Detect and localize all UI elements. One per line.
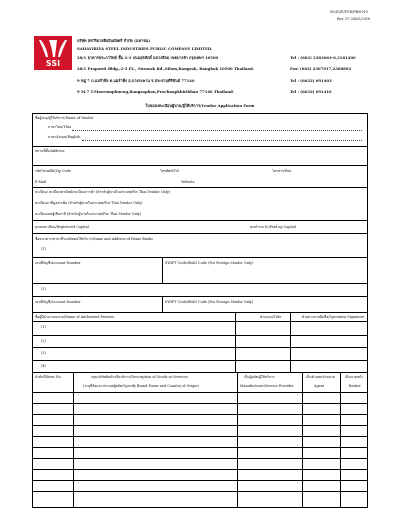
divider bbox=[32, 165, 368, 166]
divider bbox=[32, 220, 368, 221]
divider bbox=[32, 447, 368, 448]
broker-header: เป็นนายหน้า bbox=[345, 375, 364, 379]
divider bbox=[32, 283, 368, 284]
doc-rev: Rev. 07 24/05/2018 bbox=[337, 17, 371, 21]
company-tel2: Tel : (6632) 691403 bbox=[290, 78, 332, 83]
person-row-3-label: (3) bbox=[41, 351, 46, 355]
divider bbox=[32, 425, 368, 426]
agent-header-en: Agent bbox=[314, 384, 325, 388]
vendor-name-label: ชื่อผู้ขาย/ผู้ให้บริการ/Name of Vendor bbox=[35, 116, 94, 120]
company-addr2-th: 9 หมู่ 7 ถ.แม่รำพึง ต.แม่รำพึง อ.บางสะพาน จ.ประจวบคีรีขันธ์ 77140 bbox=[77, 78, 195, 83]
divider bbox=[32, 360, 368, 361]
divider bbox=[32, 257, 368, 258]
divider bbox=[32, 392, 368, 393]
person-row-2-label: (2) bbox=[41, 339, 46, 343]
auth-person-label: ชื่อผู้มีอำนาจลงนาม/Name of Authorized Persons bbox=[35, 315, 115, 319]
thai-input-line[interactable] bbox=[72, 130, 362, 131]
divider bbox=[32, 321, 368, 322]
divider bbox=[32, 187, 368, 188]
bank-row-2-label: (2) bbox=[41, 287, 46, 291]
tax-id-label: ทะเบียน/ ทะเบียนพาณิชย์/ทะเบียนการค้า (สำหรับผู้ขายในประเทศ/For Thai Vendor Only) bbox=[35, 190, 171, 194]
swift-label-1: SWIFT Code/IBAN Code (For Foreign Vendor Only) bbox=[165, 261, 254, 265]
divider bbox=[162, 257, 163, 283]
divider bbox=[32, 312, 368, 313]
company-name-en: SAHAVIRIYA STEEL INDUSTRIES PUBLIC COMPANY LIMITED. bbox=[77, 46, 213, 51]
company-fax1: Fax: (662) 2367017,2368892 bbox=[290, 66, 352, 71]
divider bbox=[32, 335, 368, 336]
email-label: E-Mail bbox=[35, 180, 47, 184]
tel-label: โทรศัพท์/Tel bbox=[160, 169, 179, 173]
item-no-header: ลำดับที่/Item No. bbox=[35, 375, 62, 379]
goods-desc-header-1: กลุ่มบริษัทสินค้าหรือบริการ/Description of Goods or Services bbox=[91, 375, 188, 379]
doc-ref: SS/IG/F/PUR/PR/0010 bbox=[330, 10, 368, 14]
divider bbox=[32, 347, 368, 348]
person-row-1-label: (1) bbox=[41, 325, 46, 329]
form-frame bbox=[32, 113, 368, 508]
manufacturer-header: เป็นผู้ผลิต/ผู้ให้บริการ bbox=[244, 375, 275, 379]
goods-desc-header-2: (ระบุยี่ห้อและประเทศผู้ผลิต/Specify Brand Name and Country of Origin) bbox=[83, 384, 199, 388]
divider bbox=[32, 233, 368, 234]
divider bbox=[32, 491, 368, 492]
website-label: Website bbox=[181, 180, 195, 184]
divider bbox=[32, 469, 368, 470]
form-title: ใบขอลงทะเบียนผู้ขาย/ผู้ให้บริการ/Vendor Application Form bbox=[145, 103, 255, 108]
company-tel3: Tel : (6632) 691416 bbox=[290, 89, 332, 94]
logo-text: SSI bbox=[45, 59, 61, 68]
person-row-4-label: (4) bbox=[41, 364, 46, 368]
divider bbox=[162, 296, 163, 312]
english-input-line[interactable] bbox=[82, 140, 362, 141]
fax-label: โทรสาร/Fax bbox=[272, 169, 291, 173]
divider bbox=[32, 414, 368, 415]
paid-capital-label: ทุนชำระแล้ว/Paid up Capital bbox=[250, 225, 296, 229]
account-number-label-1: เลขที่บัญชี/Account Number bbox=[35, 261, 81, 265]
company-addr1-th: 28/1 อาคารประภาวิทย์ ชั้น 2-3 ถนนสุรศักดิ์ แขวงสีลม เขตบางรัก กรุงเทพฯ 10500 bbox=[77, 55, 219, 60]
reg-capital-label: ทุนจดทะเบียน/Registered Capital bbox=[35, 225, 89, 229]
signature-label: ตัวอย่างลายมือชื่อ/Specimen Signature bbox=[302, 315, 365, 319]
company-name-th: บริษัท สหวิริยาสตีลอินดัสตรี จำกัด (มหาชน) bbox=[77, 38, 151, 43]
divider bbox=[32, 403, 368, 404]
logo-mark-icon bbox=[34, 38, 72, 60]
swift-label-2: SWIFT Code/IBAN Code (For Foreign Vendor Only) bbox=[165, 300, 254, 304]
tax-id-no-label: ทะเบียนเลขผู้เสียภาษี (สำหรับผู้ขายในประเทศ/For Thai Vendor Only) bbox=[35, 212, 142, 216]
company-addr1-en: 28/1 Prapawit Bldg.,2-3 FL., Surasak Rd.,Silom,Bangrak, Bangkok 10500 Thailand. bbox=[77, 66, 255, 71]
title-label: ตำแหน่ง/Title bbox=[260, 315, 282, 319]
manufacturer-header-en: Manufacturer/Service Provider bbox=[240, 384, 294, 388]
divider bbox=[32, 458, 368, 459]
bank-name-label: ชื่อธนาคาร/สาขาที่ขายติดต่อใช้บริการ/Name and Address of Home Banks bbox=[35, 237, 153, 241]
broker-header-en: Broker bbox=[349, 384, 361, 388]
english-label: ภาษาอังกฤษ/English bbox=[48, 135, 81, 139]
account-number-label-2: เลขที่บัญชี/Account Number bbox=[35, 300, 81, 304]
divider bbox=[32, 296, 368, 297]
divider bbox=[32, 436, 368, 437]
divider bbox=[32, 480, 368, 481]
bank-row-1-label: (1) bbox=[41, 247, 46, 251]
agent-header: เป็นตัวแทนจำหน่าย bbox=[306, 375, 335, 379]
zip-label: รหัสไปรษณีย์/Zip Code bbox=[35, 169, 71, 173]
address-label: สถานที่ตั้ง/Address bbox=[35, 149, 65, 153]
company-addr2-en: 9 M.7 T.Maerumphueng,Bangsaphan,Prachuapkhirikhan 77140 Thailand. bbox=[77, 89, 235, 94]
company-logo bbox=[34, 36, 72, 70]
thai-label: ภาษาไทย/Thai bbox=[48, 125, 71, 129]
company-tel1: Tel : (662) 2383063-6,3181200 bbox=[290, 55, 356, 60]
divider bbox=[32, 372, 368, 373]
divider bbox=[32, 146, 368, 147]
vat-reg-label: ทะเบียนภาษีมูลค่าเพิ่ม (สำหรับผู้ขายในประเทศ/For Thai Vendor Only) bbox=[35, 201, 143, 205]
